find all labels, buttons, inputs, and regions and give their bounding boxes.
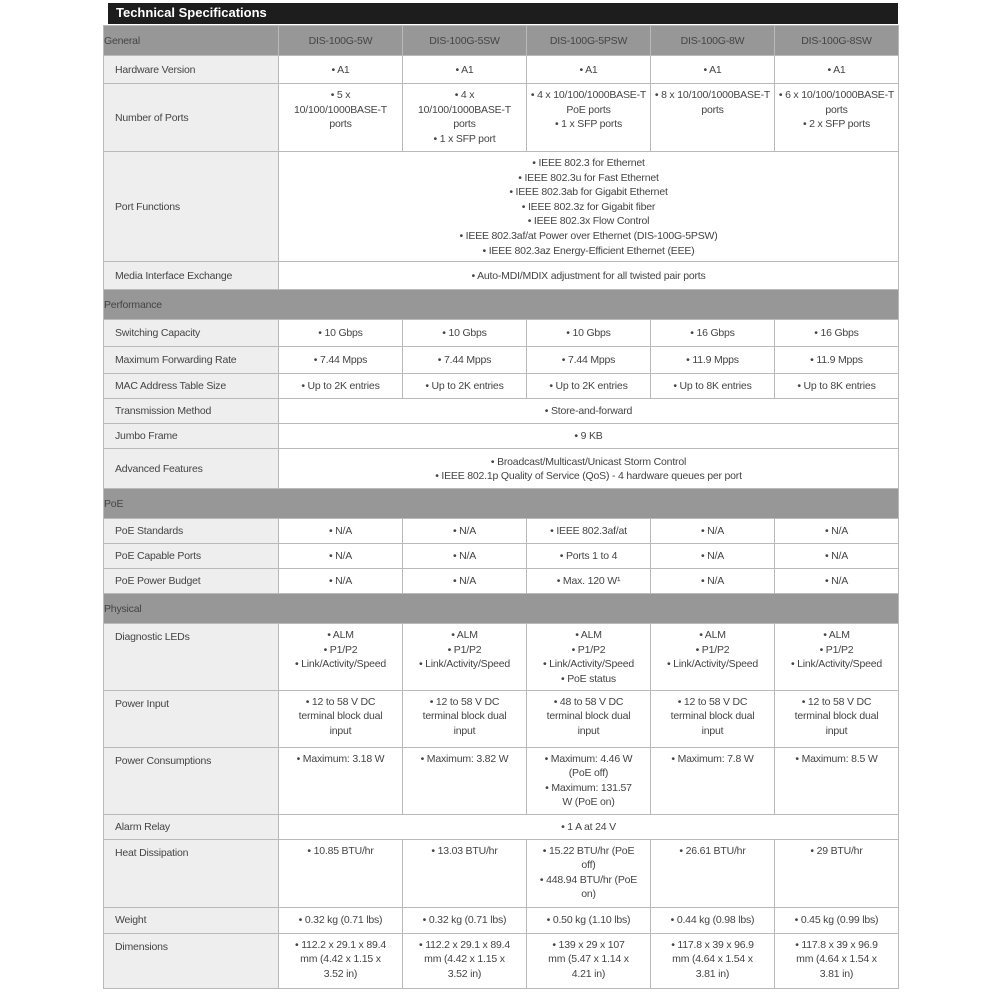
table-row [104, 374, 899, 399]
spec-value-line: • A1 [579, 63, 598, 76]
spec-value-cell [527, 690, 651, 747]
spec-value-line: • Link/Activity/Speed [666, 658, 759, 671]
spec-value-cell [403, 907, 527, 933]
spec-value-line: • N/A [824, 525, 849, 538]
spec-value-line: • Link/Activity/Speed [790, 658, 883, 671]
spec-value-line: • 15.22 BTU/hr (PoE [542, 844, 635, 857]
spec-value-line: input [825, 724, 848, 737]
section-header-general: General [104, 26, 279, 56]
table-row [104, 519, 899, 544]
spec-value-line: • IEEE 802.3az Energy-Efficient Ethernet (EEE) [482, 244, 695, 257]
spec-value-line: • 448.94 BTU/hr (PoE [539, 873, 638, 886]
spec-value-line: • ALM [823, 629, 850, 642]
spec-value-cell [279, 690, 403, 747]
spec-value-line: • A1 [703, 63, 722, 76]
row-label-diagnostic-leds: Diagnostic LEDs [104, 624, 279, 690]
spec-value-cell [403, 544, 527, 569]
table-row [104, 839, 899, 907]
table-row [104, 424, 899, 449]
table-row [104, 84, 899, 152]
spec-value-line: on) [581, 888, 596, 901]
row-label-hardware-version: Hardware Version [104, 56, 279, 84]
spec-value-line: input [329, 724, 352, 737]
spec-value-cell [775, 519, 899, 544]
spec-value-line: • 10 Gbps [442, 327, 487, 340]
spec-value-cell [775, 320, 899, 347]
spec-value-line: 10/100/1000BASE-T [418, 103, 511, 116]
spec-value-line: • N/A [328, 575, 353, 588]
spec-value-cell [775, 839, 899, 907]
spec-value-cell [775, 544, 899, 569]
spec-value-line: • N/A [700, 525, 725, 538]
spec-value-cell [775, 747, 899, 814]
spec-value-line: • 10.85 BTU/hr [307, 844, 374, 857]
table-row [104, 690, 899, 747]
spec-value-cell [279, 424, 899, 449]
row-label-alarm-relay: Alarm Relay [104, 814, 279, 839]
row-label-number-of-ports: Number of Ports [104, 84, 279, 152]
spec-value-line: • 4 x [454, 89, 475, 101]
spec-value-cell [279, 624, 403, 690]
row-label-dimensions: Dimensions [104, 933, 279, 988]
spec-value-line: • Link/Activity/Speed [294, 658, 387, 671]
spec-value-cell [403, 624, 527, 690]
spec-value-line: • 117.8 x 39 x 96.9 [795, 938, 878, 951]
spec-value-cell [527, 320, 651, 347]
table-row [104, 152, 899, 262]
model-header: DIS-100G-5W [279, 26, 403, 56]
table-row [104, 320, 899, 347]
spec-value-line: • N/A [328, 550, 353, 563]
spec-value-cell [651, 690, 775, 747]
spec-value-line: • A1 [331, 63, 350, 76]
model-header: DIS-100G-8SW [775, 26, 899, 56]
spec-value-cell [775, 690, 899, 747]
row-label-advanced-features: Advanced Features [104, 449, 279, 489]
spec-value-line: 3.81 in) [819, 967, 854, 980]
table-row [104, 907, 899, 933]
spec-value-line: • Up to 8K entries [673, 380, 752, 393]
spec-value-line: • 7.44 Mpps [313, 354, 368, 367]
spec-value-line: • IEEE 802.1p Quality of Service (QoS) - 4 hardware queues per port [435, 470, 742, 483]
spec-value-line: • 0.44 kg (0.98 lbs) [670, 914, 755, 927]
spec-value-line: • ALM [327, 629, 354, 642]
spec-value-cell [279, 814, 899, 839]
spec-value-line: • 1 A at 24 V [561, 820, 616, 833]
row-label-switching-capacity: Switching Capacity [104, 320, 279, 347]
spec-value-line: • N/A [824, 575, 849, 588]
table-row [104, 747, 899, 814]
spec-value-line: • N/A [452, 575, 477, 588]
spec-value-line: • 12 to 58 V DC [429, 695, 500, 708]
spec-value-cell [651, 907, 775, 933]
spec-value-line: • P1/P2 [819, 643, 854, 656]
section-row-poe [104, 489, 899, 519]
table-row [104, 449, 899, 489]
spec-value-line: • Ports 1 to 4 [559, 550, 618, 563]
spec-value-line: • P1/P2 [571, 643, 606, 656]
spec-value-line: • Maximum: 3.18 W [296, 752, 385, 765]
spec-value-line: • 0.50 kg (1.10 lbs) [546, 914, 631, 927]
spec-value-line: 3.52 in) [323, 967, 358, 980]
spec-value-line: • 1 x SFP port [433, 132, 496, 145]
table-row [104, 933, 899, 988]
spec-value-line: mm (5.47 x 1.14 x [548, 953, 629, 966]
model-header: DIS-100G-5SW [403, 26, 527, 56]
spec-value-cell [651, 84, 775, 152]
section-header-physical: Physical [104, 594, 899, 624]
spec-value-line: ports [453, 118, 476, 131]
spec-value-line: • N/A [452, 550, 477, 563]
spec-value-line: • IEEE 802.3x Flow Control [527, 215, 650, 228]
spec-value-cell [775, 624, 899, 690]
spec-value-line: • Maximum: 8.5 W [795, 752, 878, 765]
spec-value-cell [403, 320, 527, 347]
spec-value-line: • 1 x SFP ports [554, 118, 622, 131]
spec-value-cell [279, 399, 899, 424]
spec-value-line: • ALM [699, 629, 726, 642]
spec-value-line: terminal block dual [422, 710, 507, 723]
spec-value-line: • IEEE 802.3af/at Power over Ethernet (DIS-100G-5PSW) [459, 229, 718, 242]
row-label-mac-address-table-size: MAC Address Table Size [104, 374, 279, 399]
spec-value-line: • 29 BTU/hr [810, 844, 863, 857]
spec-value-cell [527, 624, 651, 690]
spec-value-cell [651, 519, 775, 544]
table-row [104, 814, 899, 839]
table-row [104, 262, 899, 290]
spec-value-line: input [577, 724, 600, 737]
spec-value-line: • 4 x 10/100/1000BASE-T [530, 89, 647, 101]
spec-value-line: • IEEE 802.3 for Ethernet [532, 157, 645, 169]
spec-value-cell [403, 347, 527, 374]
spec-value-line: • Maximum: 7.8 W [671, 752, 754, 765]
spec-value-line: • Maximum: 3.82 W [420, 752, 509, 765]
row-label-poe-standards: PoE Standards [104, 519, 279, 544]
spec-value-line: • 9 KB [574, 430, 603, 443]
spec-value-cell [775, 347, 899, 374]
spec-value-line: • PoE status [561, 672, 616, 685]
spec-value-cell [527, 544, 651, 569]
spec-value-cell [527, 84, 651, 152]
spec-value-cell [279, 56, 403, 84]
spec-value-line: • Link/Activity/Speed [418, 658, 511, 671]
spec-value-line: • 7.44 Mpps [437, 354, 492, 367]
spec-value-cell [279, 569, 403, 594]
row-label-weight: Weight [104, 907, 279, 933]
spec-value-cell [279, 907, 403, 933]
spec-value-cell [403, 933, 527, 988]
spec-value-line: off) [581, 859, 596, 872]
spec-value-cell [279, 152, 899, 262]
table-row [104, 399, 899, 424]
spec-value-cell [403, 84, 527, 152]
row-label-port-functions: Port Functions [104, 152, 279, 262]
table-header-row [104, 26, 899, 56]
spec-value-cell [527, 347, 651, 374]
spec-value-line: ports [825, 103, 848, 116]
spec-value-line: terminal block dual [794, 710, 879, 723]
spec-value-cell [279, 544, 403, 569]
section-row-performance [104, 290, 899, 320]
spec-value-line: mm (4.64 x 1.54 x [796, 953, 877, 966]
spec-value-cell [775, 56, 899, 84]
spec-value-cell [651, 839, 775, 907]
model-header: DIS-100G-8W [651, 26, 775, 56]
spec-value-line: • 12 to 58 V DC [305, 695, 376, 708]
spec-value-cell [279, 347, 403, 374]
spec-value-line: • Max. 120 W¹ [556, 575, 621, 588]
spec-value-line: • Up to 2K entries [425, 380, 504, 393]
row-label-jumbo-frame: Jumbo Frame [104, 424, 279, 449]
spec-value-line: • 13.03 BTU/hr [431, 844, 498, 857]
spec-value-line: • Link/Activity/Speed [542, 658, 635, 671]
spec-value-cell [527, 747, 651, 814]
spec-value-line: • 8 x 10/100/1000BASE-T [654, 89, 771, 101]
spec-value-line: • P1/P2 [695, 643, 730, 656]
spec-value-cell [775, 374, 899, 399]
spec-value-line: • 12 to 58 V DC [677, 695, 748, 708]
spec-value-line: • 16 Gbps [690, 327, 735, 340]
spec-value-line: • 26.61 BTU/hr [679, 844, 746, 857]
spec-value-line: • IEEE 802.3z for Gigabit fiber [521, 200, 656, 213]
row-label-maximum-forwarding-rate: Maximum Forwarding Rate [104, 347, 279, 374]
spec-value-line: • 117.8 x 39 x 96.9 [671, 938, 754, 951]
spec-value-line: • Store-and-forward [544, 405, 633, 418]
spec-value-line: (PoE off) [568, 767, 609, 780]
spec-value-line: 4.21 in) [571, 967, 606, 980]
spec-value-cell [279, 84, 403, 152]
spec-value-line: terminal block dual [546, 710, 631, 723]
spec-value-cell [403, 690, 527, 747]
spec-value-line: • N/A [700, 575, 725, 588]
row-label-poe-power-budget: PoE Power Budget [104, 569, 279, 594]
spec-value-line: • N/A [328, 525, 353, 538]
row-label-heat-dissipation: Heat Dissipation [104, 839, 279, 907]
spec-value-line: • 0.32 kg (0.71 lbs) [422, 914, 507, 927]
spec-table-body [104, 26, 899, 989]
spec-value-line: • Maximum: 4.46 W [544, 752, 633, 765]
spec-value-cell [651, 933, 775, 988]
spec-value-line: • 48 to 58 V DC [553, 695, 624, 708]
spec-value-cell [279, 374, 403, 399]
spec-value-cell [403, 56, 527, 84]
spec-value-cell [651, 374, 775, 399]
spec-value-line: • ALM [451, 629, 478, 642]
spec-value-cell [403, 519, 527, 544]
spec-value-line: • Broadcast/Multicast/Unicast Storm Control [490, 455, 687, 468]
spec-value-line: • 11.9 Mpps [810, 354, 863, 367]
spec-value-line: • 11.9 Mpps [686, 354, 739, 367]
spec-value-line: • ALM [575, 629, 602, 642]
spec-value-cell [527, 907, 651, 933]
spec-value-cell [403, 569, 527, 594]
spec-value-line: 10/100/1000BASE-T [294, 103, 387, 116]
spec-value-line: 3.81 in) [695, 967, 730, 980]
spec-value-cell [651, 747, 775, 814]
spec-value-line: • 12 to 58 V DC [801, 695, 872, 708]
spec-value-line: • IEEE 802.3u for Fast Ethernet [518, 171, 659, 184]
table-row [104, 544, 899, 569]
model-header: DIS-100G-5PSW [527, 26, 651, 56]
table-row [104, 347, 899, 374]
row-label-power-consumptions: Power Consumptions [104, 747, 279, 814]
spec-value-line: • 0.45 kg (0.99 lbs) [794, 914, 879, 927]
row-label-media-interface-exchange: Media Interface Exchange [104, 262, 279, 290]
spec-value-cell [279, 320, 403, 347]
spec-table [103, 25, 899, 989]
table-row [104, 569, 899, 594]
table-row [104, 624, 899, 690]
spec-value-cell [775, 569, 899, 594]
spec-value-line: • IEEE 802.3af/at [550, 525, 627, 538]
spec-value-line: • 2 x SFP ports [802, 118, 870, 131]
spec-value-line: • 0.32 kg (0.71 lbs) [298, 914, 383, 927]
spec-value-cell [651, 56, 775, 84]
spec-value-cell [403, 374, 527, 399]
spec-value-line: • 112.2 x 29.1 x 89.4 [295, 938, 386, 951]
spec-value-cell [527, 519, 651, 544]
spec-value-cell [403, 839, 527, 907]
page-title: Technical Specifications [108, 3, 898, 24]
spec-value-line: • 7.44 Mpps [561, 354, 616, 367]
spec-value-cell [775, 84, 899, 152]
spec-value-line: • Up to 2K entries [549, 380, 628, 393]
spec-value-line: • A1 [455, 63, 474, 76]
spec-value-line: input [701, 724, 724, 737]
spec-value-line: • IEEE 802.3ab for Gigabit Ethernet [509, 186, 668, 199]
spec-value-line: • N/A [700, 550, 725, 563]
section-header-performance: Performance [104, 290, 899, 320]
spec-value-line: • 139 x 29 x 107 [552, 938, 625, 951]
spec-value-cell [527, 569, 651, 594]
spec-value-cell [279, 519, 403, 544]
section-row-physical [104, 594, 899, 624]
row-label-transmission-method: Transmission Method [104, 399, 279, 424]
spec-value-cell [279, 933, 403, 988]
row-label-poe-capable-ports: PoE Capable Ports [104, 544, 279, 569]
spec-value-cell [775, 933, 899, 988]
spec-value-cell [775, 907, 899, 933]
spec-value-line: • 5 x [330, 89, 351, 101]
spec-value-line: • 16 Gbps [814, 327, 859, 340]
spec-value-cell [651, 624, 775, 690]
spec-value-cell [279, 262, 899, 290]
row-label-power-input: Power Input [104, 690, 279, 747]
spec-value-line: ports [329, 118, 352, 131]
spec-value-line: input [453, 724, 476, 737]
spec-value-cell [279, 449, 899, 489]
spec-value-line: • P1/P2 [323, 643, 358, 656]
spec-value-cell [527, 374, 651, 399]
spec-value-cell [527, 839, 651, 907]
spec-value-line: • P1/P2 [447, 643, 482, 656]
spec-value-line: mm (4.64 x 1.54 x [672, 953, 753, 966]
section-header-poe: PoE [104, 489, 899, 519]
spec-value-line: • N/A [452, 525, 477, 538]
spec-value-line: • Up to 8K entries [797, 380, 876, 393]
spec-value-cell [651, 320, 775, 347]
spec-value-line: • 10 Gbps [566, 327, 611, 340]
spec-value-line: • Up to 2K entries [301, 380, 380, 393]
spec-value-line: • 112.2 x 29.1 x 89.4 [419, 938, 510, 951]
spec-value-line: • A1 [827, 63, 846, 76]
spec-value-cell [651, 347, 775, 374]
spec-value-line: • 6 x 10/100/1000BASE-T [778, 89, 895, 101]
spec-value-cell [403, 747, 527, 814]
spec-value-cell [527, 56, 651, 84]
spec-value-cell [651, 544, 775, 569]
spec-value-cell [279, 747, 403, 814]
spec-value-line: ports [701, 103, 724, 116]
spec-value-line: PoE ports [566, 103, 611, 116]
spec-value-cell [527, 933, 651, 988]
spec-value-line: W (PoE on) [562, 796, 615, 809]
spec-value-line: • Maximum: 131.57 [545, 781, 632, 794]
spec-value-line: mm (4.42 x 1.15 x [300, 953, 381, 966]
spec-value-line: • Auto-MDI/MDIX adjustment for all twisted pair ports [471, 269, 706, 282]
spec-value-line: terminal block dual [670, 710, 755, 723]
table-row [104, 56, 899, 84]
spec-value-line: terminal block dual [298, 710, 383, 723]
spec-value-line: • 10 Gbps [318, 327, 363, 340]
spec-value-line: • N/A [824, 550, 849, 563]
spec-value-line: mm (4.42 x 1.15 x [424, 953, 505, 966]
spec-value-cell [279, 839, 403, 907]
spec-value-cell [651, 569, 775, 594]
spec-value-line: 3.52 in) [447, 967, 482, 980]
